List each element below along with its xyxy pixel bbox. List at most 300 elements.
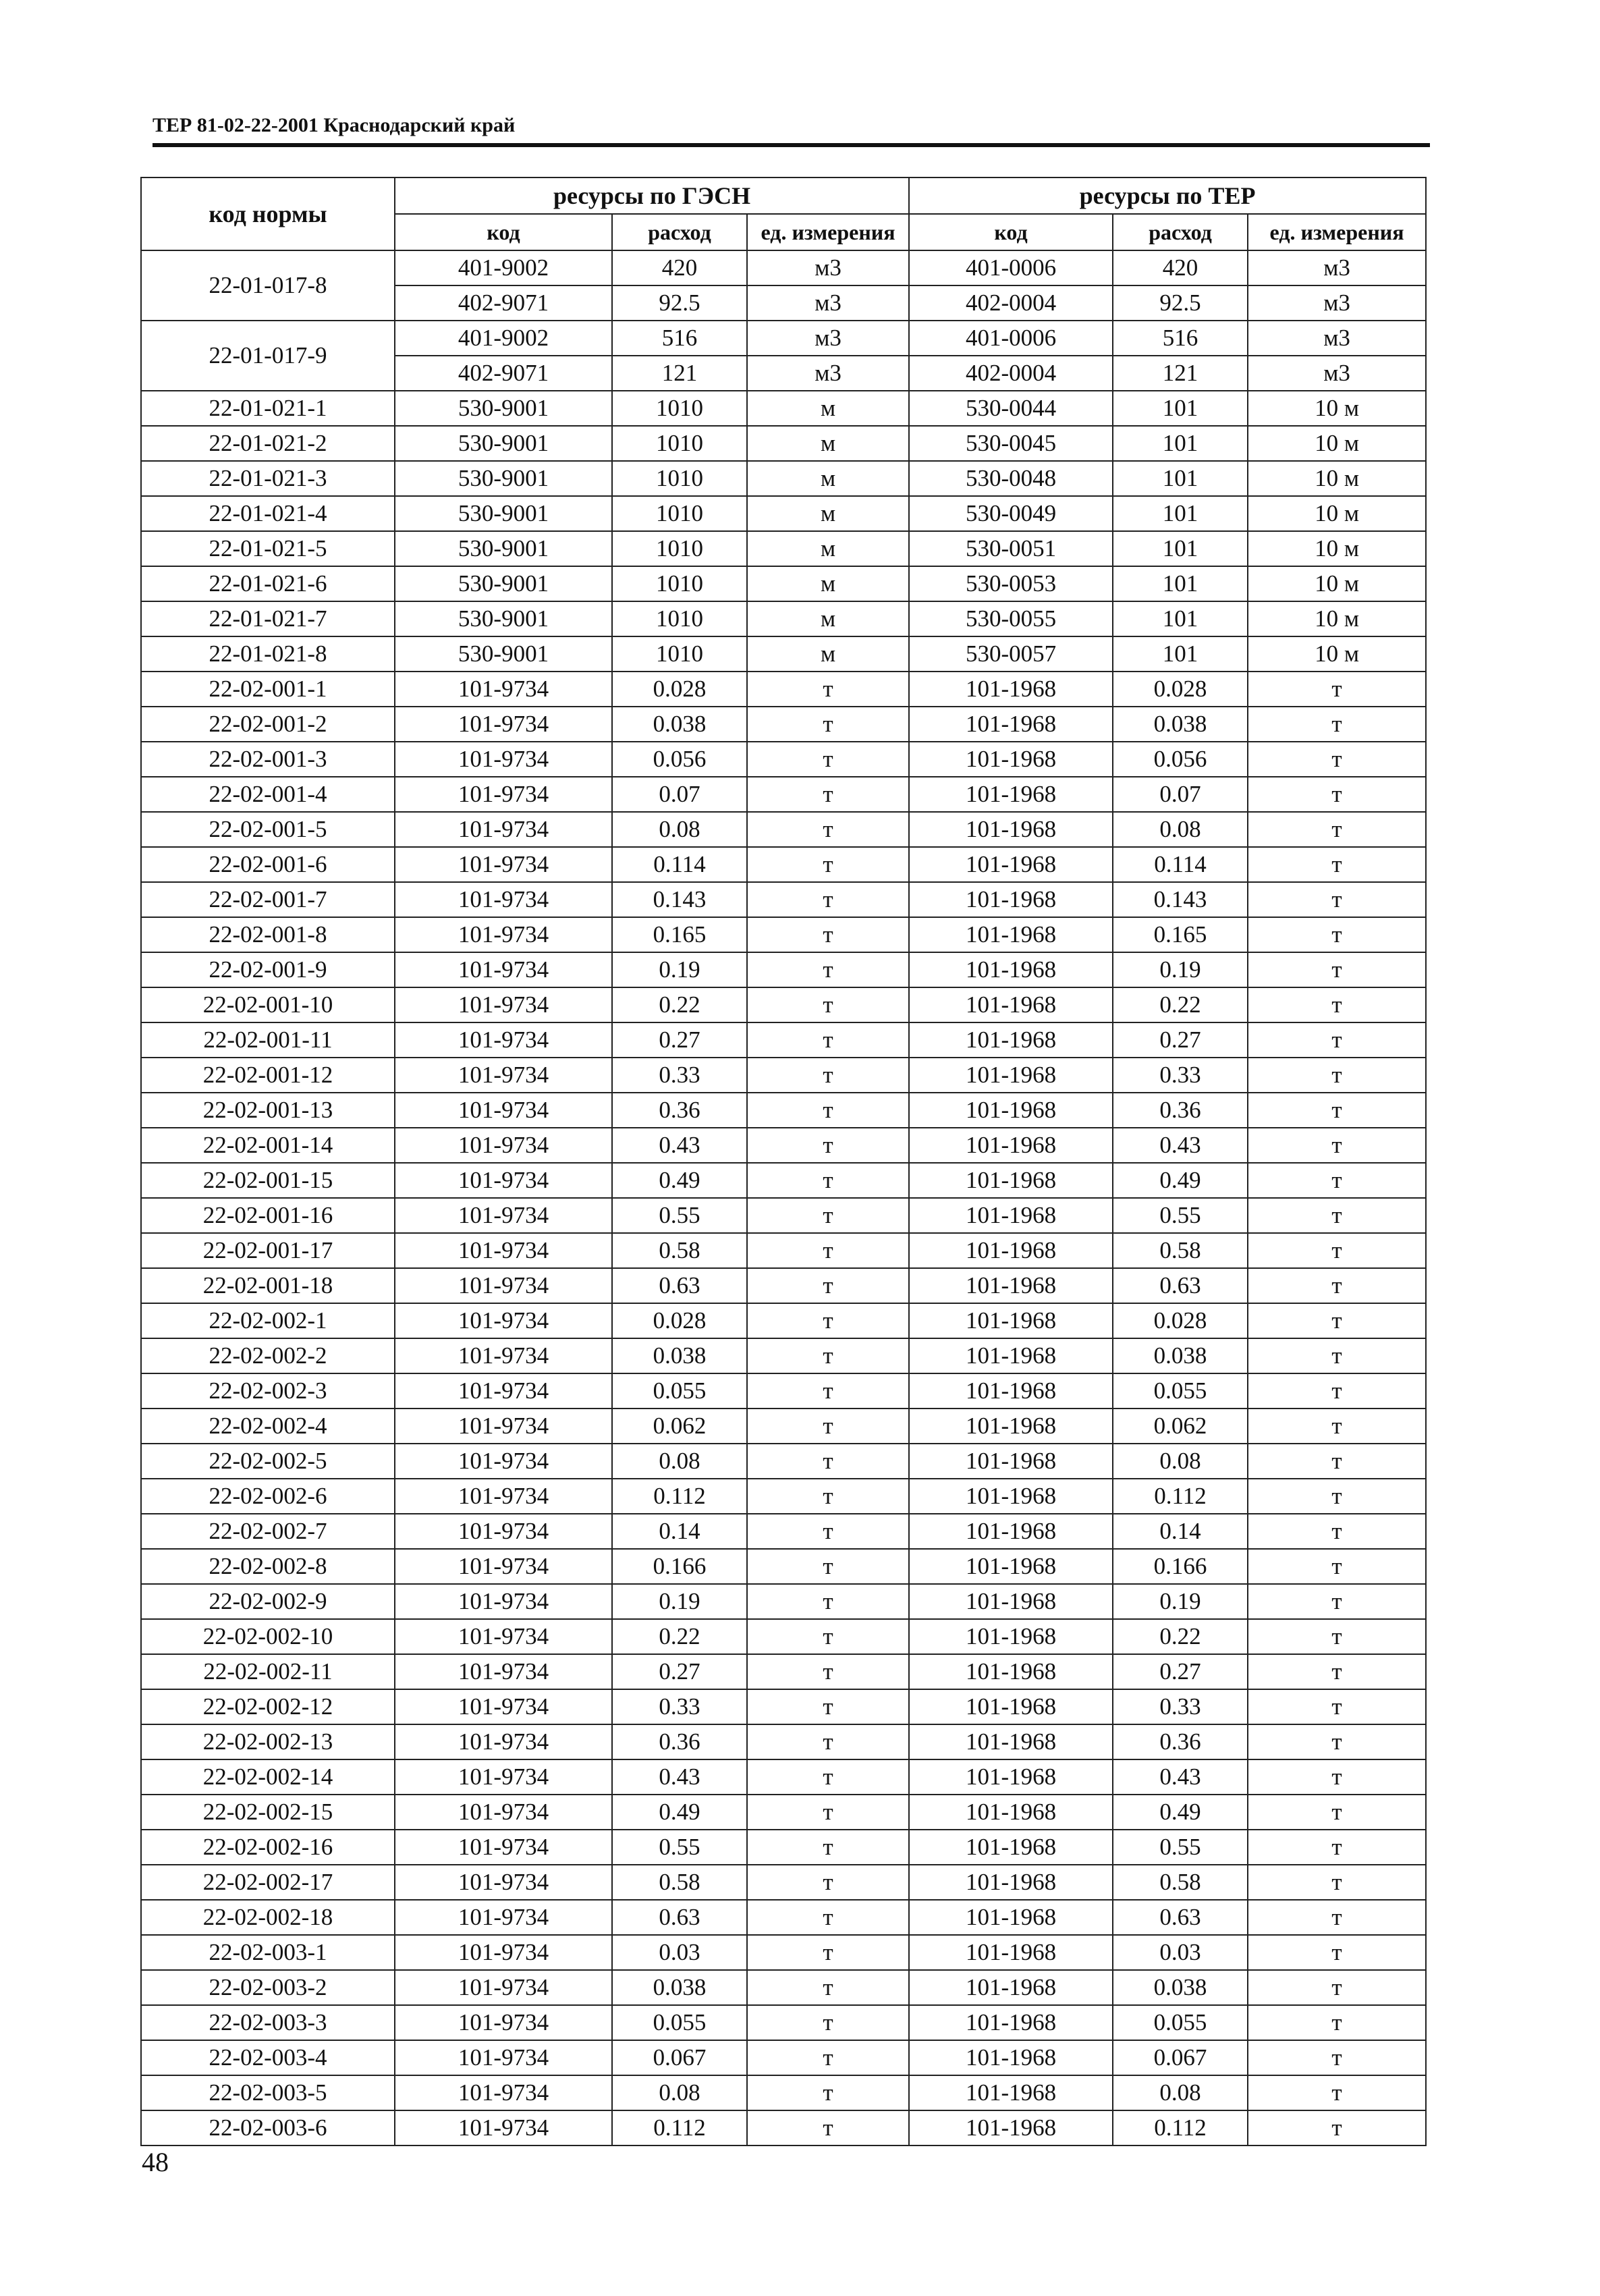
norm-code-cell: 22-01-021-8 [141, 636, 395, 672]
gesn-unit-cell: т [747, 1795, 909, 1830]
ter-unit-cell: м3 [1248, 250, 1426, 285]
ter-rate-cell: 0.36 [1113, 1724, 1248, 1759]
gesn-unit-cell: т [747, 777, 909, 812]
ter-rate-cell: 0.49 [1113, 1163, 1248, 1198]
gesn-rate-cell: 0.038 [612, 1970, 747, 2005]
norm-code-cell: 22-02-002-12 [141, 1689, 395, 1724]
gesn-code-cell: 101-9734 [395, 777, 612, 812]
gesn-unit-cell: т [747, 1409, 909, 1444]
norm-code-cell: 22-02-002-16 [141, 1830, 395, 1865]
ter-unit-cell: т [1248, 1654, 1426, 1689]
gesn-rate-cell: 0.143 [612, 882, 747, 917]
gesn-unit-cell: т [747, 1619, 909, 1654]
table-row [141, 1338, 1426, 1373]
ter-code-cell: 101-1968 [909, 1759, 1113, 1795]
norm-code-cell: 22-02-003-1 [141, 1935, 395, 1970]
table-row [141, 1549, 1426, 1584]
ter-code-cell: 530-0049 [909, 496, 1113, 531]
ter-rate-cell: 0.63 [1113, 1900, 1248, 1935]
ter-unit-cell: т [1248, 2075, 1426, 2110]
ter-rate-cell: 0.028 [1113, 1303, 1248, 1338]
ter-rate-cell: 101 [1113, 566, 1248, 601]
norm-code-cell: 22-02-001-3 [141, 742, 395, 777]
ter-rate-cell: 0.55 [1113, 1830, 1248, 1865]
gesn-code-cell: 101-9734 [395, 1058, 612, 1093]
norm-code-cell: 22-02-002-15 [141, 1795, 395, 1830]
gesn-unit-cell: т [747, 2040, 909, 2075]
gesn-unit-cell: т [747, 1022, 909, 1058]
gesn-rate-cell: 0.028 [612, 672, 747, 707]
table-row [141, 1373, 1426, 1409]
gesn-code-cell: 101-9734 [395, 847, 612, 882]
gesn-rate-cell: 0.165 [612, 917, 747, 952]
table-row [141, 1514, 1426, 1549]
table-row [141, 1830, 1426, 1865]
norm-code-cell: 22-02-003-6 [141, 2110, 395, 2145]
gesn-rate-cell: 0.58 [612, 1865, 747, 1900]
ter-code-cell: 530-0044 [909, 391, 1113, 426]
header-rule [153, 143, 1430, 147]
table-row [141, 1689, 1426, 1724]
gesn-code-cell: 101-9734 [395, 2005, 612, 2040]
ter-code-cell: 530-0055 [909, 601, 1113, 636]
gesn-code-cell: 101-9734 [395, 917, 612, 952]
ter-code-cell: 101-1968 [909, 1689, 1113, 1724]
ter-code-cell: 101-1968 [909, 2040, 1113, 2075]
table-row [141, 566, 1426, 601]
norm-code-cell: 22-02-001-12 [141, 1058, 395, 1093]
ter-unit-cell: 10 м [1248, 566, 1426, 601]
ter-code-cell: 101-1968 [909, 1093, 1113, 1128]
norm-code-cell: 22-01-021-1 [141, 391, 395, 426]
table-row [141, 1970, 1426, 2005]
table-row [141, 250, 1426, 285]
gesn-rate-cell: 0.36 [612, 1093, 747, 1128]
gesn-code-cell: 101-9734 [395, 1900, 612, 1935]
table-row [141, 1303, 1426, 1338]
table-row [141, 1900, 1426, 1935]
table-body [141, 250, 1426, 2145]
gesn-unit-cell: т [747, 742, 909, 777]
norm-code-cell: 22-02-002-17 [141, 1865, 395, 1900]
gesn-unit-cell: м [747, 566, 909, 601]
ter-code-cell: 101-1968 [909, 1128, 1113, 1163]
norm-code-cell: 22-02-002-10 [141, 1619, 395, 1654]
ter-unit-cell: т [1248, 1689, 1426, 1724]
ter-unit-cell: т [1248, 1022, 1426, 1058]
gesn-code-cell: 101-9734 [395, 1724, 612, 1759]
ter-code-cell: 101-1968 [909, 1865, 1113, 1900]
gesn-unit-cell: м3 [747, 321, 909, 356]
table-row [141, 1233, 1426, 1268]
table-row [141, 917, 1426, 952]
ter-code-cell: 402-0004 [909, 356, 1113, 391]
gesn-code-cell: 101-9734 [395, 1689, 612, 1724]
gesn-unit-cell: т [747, 2005, 909, 2040]
gesn-unit-cell: т [747, 917, 909, 952]
page-header: ТЕР 81-02-22-2001 Краснодарский край [153, 114, 516, 136]
ter-rate-cell: 0.22 [1113, 1619, 1248, 1654]
ter-rate-cell: 92.5 [1113, 285, 1248, 321]
gesn-code-cell: 101-9734 [395, 1830, 612, 1865]
gesn-unit-cell: т [747, 1935, 909, 1970]
group-gesn-header: ресурсы по ГЭСН [395, 177, 909, 214]
ter-rate-cell: 0.08 [1113, 1444, 1248, 1479]
ter-code-cell: 101-1968 [909, 1163, 1113, 1198]
table-row [141, 1058, 1426, 1093]
norm-code-cell: 22-02-002-8 [141, 1549, 395, 1584]
table-row [141, 1759, 1426, 1795]
ter-unit-cell: т [1248, 1233, 1426, 1268]
ter-rate-cell: 101 [1113, 531, 1248, 566]
ter-code-header: код [909, 214, 1113, 250]
gesn-rate-cell: 1010 [612, 636, 747, 672]
ter-unit-cell: т [1248, 1865, 1426, 1900]
ter-rate-cell: 0.03 [1113, 1935, 1248, 1970]
ter-rate-cell: 0.19 [1113, 1584, 1248, 1619]
ter-rate-cell: 121 [1113, 356, 1248, 391]
gesn-unit-cell: т [747, 1970, 909, 2005]
ter-code-cell: 530-0053 [909, 566, 1113, 601]
gesn-code-cell: 101-9734 [395, 1373, 612, 1409]
ter-rate-cell: 0.08 [1113, 2075, 1248, 2110]
gesn-rate-cell: 0.067 [612, 2040, 747, 2075]
gesn-rate-cell: 1010 [612, 426, 747, 461]
norm-code-cell: 22-02-002-2 [141, 1338, 395, 1373]
table-row [141, 601, 1426, 636]
norm-code-cell: 22-02-001-11 [141, 1022, 395, 1058]
gesn-code-cell: 101-9734 [395, 987, 612, 1022]
ter-unit-cell: т [1248, 1830, 1426, 1865]
gesn-rate-cell: 0.056 [612, 742, 747, 777]
page-number: 48 [142, 2147, 169, 2177]
ter-code-cell: 101-1968 [909, 1795, 1113, 1830]
gesn-code-cell: 101-9734 [395, 1619, 612, 1654]
ter-unit-cell: т [1248, 882, 1426, 917]
ter-rate-cell: 0.43 [1113, 1128, 1248, 1163]
ter-code-cell: 101-1968 [909, 882, 1113, 917]
ter-rate-cell: 0.27 [1113, 1022, 1248, 1058]
table-row [141, 1022, 1426, 1058]
ter-unit-cell: м3 [1248, 356, 1426, 391]
gesn-rate-cell: 0.43 [612, 1128, 747, 1163]
ter-rate-cell: 0.055 [1113, 1373, 1248, 1409]
table-row [141, 1444, 1426, 1479]
table-row [141, 531, 1426, 566]
ter-unit-cell: т [1248, 1479, 1426, 1514]
ter-code-cell: 401-0006 [909, 250, 1113, 285]
gesn-rate-cell: 0.112 [612, 2110, 747, 2145]
ter-code-cell: 101-1968 [909, 2110, 1113, 2145]
gesn-unit-cell: т [747, 672, 909, 707]
gesn-rate-cell: 0.028 [612, 1303, 747, 1338]
ter-code-cell: 101-1968 [909, 847, 1113, 882]
ter-rate-cell: 0.27 [1113, 1654, 1248, 1689]
ter-code-cell: 101-1968 [909, 1654, 1113, 1689]
ter-rate-cell: 0.33 [1113, 1058, 1248, 1093]
ter-unit-cell: т [1248, 1935, 1426, 1970]
ter-unit-cell: т [1248, 952, 1426, 987]
gesn-rate-cell: 0.43 [612, 1759, 747, 1795]
gesn-rate-cell: 0.27 [612, 1022, 747, 1058]
gesn-rate-cell: 516 [612, 321, 747, 356]
ter-unit-cell: т [1248, 1303, 1426, 1338]
table-row [141, 1409, 1426, 1444]
ter-code-cell: 101-1968 [909, 1444, 1113, 1479]
ter-unit-cell: т [1248, 1128, 1426, 1163]
gesn-code-cell: 530-9001 [395, 566, 612, 601]
norm-code-cell: 22-02-001-18 [141, 1268, 395, 1303]
table-row [141, 1935, 1426, 1970]
ter-code-cell: 101-1968 [909, 672, 1113, 707]
ter-code-cell: 101-1968 [909, 1198, 1113, 1233]
ter-rate-cell: 0.038 [1113, 1970, 1248, 2005]
ter-unit-cell: т [1248, 1619, 1426, 1654]
norm-code-cell: 22-02-001-10 [141, 987, 395, 1022]
gesn-code-cell: 530-9001 [395, 496, 612, 531]
ter-unit-cell: т [1248, 1759, 1426, 1795]
ter-unit-cell: т [1248, 1724, 1426, 1759]
ter-rate-cell: 0.19 [1113, 952, 1248, 987]
ter-rate-cell: 0.22 [1113, 987, 1248, 1022]
norm-code-cell: 22-02-002-1 [141, 1303, 395, 1338]
gesn-rate-cell: 1010 [612, 566, 747, 601]
gesn-unit-cell: м [747, 601, 909, 636]
ter-rate-cell: 0.062 [1113, 1409, 1248, 1444]
gesn-code-cell: 402-9071 [395, 285, 612, 321]
ter-code-cell: 402-0004 [909, 285, 1113, 321]
gesn-rate-cell: 0.33 [612, 1689, 747, 1724]
gesn-code-cell: 530-9001 [395, 601, 612, 636]
table-row [141, 847, 1426, 882]
norm-code-cell: 22-02-003-5 [141, 2075, 395, 2110]
ter-rate-cell: 0.07 [1113, 777, 1248, 812]
ter-code-cell: 101-1968 [909, 952, 1113, 987]
norm-code-cell: 22-02-001-13 [141, 1093, 395, 1128]
ter-rate-cell: 0.165 [1113, 917, 1248, 952]
ter-unit-cell: т [1248, 1058, 1426, 1093]
gesn-rate-cell: 0.19 [612, 952, 747, 987]
gesn-code-cell: 101-9734 [395, 2040, 612, 2075]
gesn-rate-cell: 0.14 [612, 1514, 747, 1549]
table-row [141, 952, 1426, 987]
ter-rate-cell: 0.028 [1113, 672, 1248, 707]
gesn-code-cell: 101-9734 [395, 1795, 612, 1830]
table-head [141, 177, 1426, 250]
gesn-code-cell: 101-9734 [395, 1303, 612, 1338]
ter-unit-cell: м3 [1248, 321, 1426, 356]
gesn-rate-cell: 0.055 [612, 2005, 747, 2040]
gesn-code-cell: 530-9001 [395, 391, 612, 426]
gesn-code-cell: 101-9734 [395, 1865, 612, 1900]
gesn-code-header: код [395, 214, 612, 250]
gesn-code-cell: 101-9734 [395, 707, 612, 742]
ter-code-cell: 101-1968 [909, 1935, 1113, 1970]
ter-code-cell: 530-0045 [909, 426, 1113, 461]
gesn-unit-cell: м3 [747, 250, 909, 285]
norm-code-cell: 22-01-017-9 [141, 321, 395, 391]
gesn-code-cell: 530-9001 [395, 461, 612, 496]
norm-code-cell: 22-02-001-4 [141, 777, 395, 812]
ter-code-cell: 101-1968 [909, 1724, 1113, 1759]
norm-code-cell: 22-02-002-5 [141, 1444, 395, 1479]
ter-code-cell: 101-1968 [909, 742, 1113, 777]
ter-code-cell: 101-1968 [909, 917, 1113, 952]
gesn-rate-cell: 0.038 [612, 1338, 747, 1373]
gesn-rate-cell: 1010 [612, 601, 747, 636]
gesn-rate-cell: 0.166 [612, 1549, 747, 1584]
norm-code-cell: 22-01-021-7 [141, 601, 395, 636]
ter-code-cell: 101-1968 [909, 1409, 1113, 1444]
norm-code-cell: 22-02-002-6 [141, 1479, 395, 1514]
norm-code-cell: 22-02-003-2 [141, 1970, 395, 2005]
ter-unit-cell: т [1248, 1584, 1426, 1619]
ter-unit-cell: 10 м [1248, 601, 1426, 636]
gesn-rate-cell: 0.03 [612, 1935, 747, 1970]
ter-rate-cell: 0.58 [1113, 1233, 1248, 1268]
ter-rate-header: расход [1113, 214, 1248, 250]
ter-unit-cell: т [1248, 777, 1426, 812]
ter-unit-cell: м3 [1248, 285, 1426, 321]
ter-unit-cell: т [1248, 1795, 1426, 1830]
gesn-code-cell: 101-9734 [395, 882, 612, 917]
ter-unit-cell: т [1248, 987, 1426, 1022]
norm-code-cell: 22-01-021-6 [141, 566, 395, 601]
gesn-rate-cell: 1010 [612, 496, 747, 531]
ter-code-cell: 101-1968 [909, 1514, 1113, 1549]
norm-code-cell: 22-02-001-16 [141, 1198, 395, 1233]
ter-unit-cell: т [1248, 1970, 1426, 2005]
ter-unit-cell: т [1248, 2110, 1426, 2145]
ter-unit-cell: т [1248, 1409, 1426, 1444]
ter-rate-cell: 0.067 [1113, 2040, 1248, 2075]
norm-code-cell: 22-02-001-7 [141, 882, 395, 917]
gesn-code-cell: 101-9734 [395, 1584, 612, 1619]
ter-code-cell: 101-1968 [909, 2075, 1113, 2110]
gesn-rate-cell: 0.114 [612, 847, 747, 882]
ter-unit-cell: т [1248, 2040, 1426, 2075]
gesn-rate-cell: 0.55 [612, 1198, 747, 1233]
gesn-unit-cell: т [747, 2075, 909, 2110]
gesn-unit-cell: м3 [747, 285, 909, 321]
table-row [141, 1198, 1426, 1233]
ter-code-cell: 101-1968 [909, 1619, 1113, 1654]
gesn-rate-cell: 0.19 [612, 1584, 747, 1619]
gesn-unit-cell: м3 [747, 356, 909, 391]
gesn-code-cell: 101-9734 [395, 1163, 612, 1198]
ter-unit-cell: т [1248, 742, 1426, 777]
gesn-unit-cell: т [747, 1373, 909, 1409]
ter-rate-cell: 0.055 [1113, 2005, 1248, 2040]
gesn-code-cell: 101-9734 [395, 1338, 612, 1373]
gesn-rate-cell: 0.22 [612, 987, 747, 1022]
ter-unit-cell: т [1248, 1549, 1426, 1584]
ter-code-cell: 530-0051 [909, 531, 1113, 566]
table-row [141, 391, 1426, 426]
ter-unit-cell: 10 м [1248, 496, 1426, 531]
gesn-unit-cell: м [747, 496, 909, 531]
gesn-unit-cell: т [747, 1233, 909, 1268]
norm-code-cell: 22-02-001-14 [141, 1128, 395, 1163]
table-row [141, 426, 1426, 461]
gesn-unit-cell: т [747, 1549, 909, 1584]
table-row [141, 1268, 1426, 1303]
table-row [141, 321, 1426, 356]
gesn-rate-cell: 92.5 [612, 285, 747, 321]
gesn-rate-cell: 1010 [612, 461, 747, 496]
norm-code-cell: 22-01-017-8 [141, 250, 395, 321]
gesn-code-cell: 401-9002 [395, 250, 612, 285]
ter-rate-cell: 101 [1113, 461, 1248, 496]
ter-rate-cell: 0.112 [1113, 2110, 1248, 2145]
ter-unit-cell: т [1248, 2005, 1426, 2040]
gesn-code-cell: 101-9734 [395, 1514, 612, 1549]
gesn-code-cell: 101-9734 [395, 1233, 612, 1268]
ter-rate-cell: 0.08 [1113, 812, 1248, 847]
norm-code-cell: 22-02-002-7 [141, 1514, 395, 1549]
gesn-unit-cell: т [747, 707, 909, 742]
norm-code-cell: 22-02-003-3 [141, 2005, 395, 2040]
ter-rate-cell: 0.056 [1113, 742, 1248, 777]
ter-rate-cell: 0.038 [1113, 707, 1248, 742]
ter-code-cell: 101-1968 [909, 987, 1113, 1022]
gesn-rate-cell: 0.055 [612, 1373, 747, 1409]
gesn-unit-cell: т [747, 1303, 909, 1338]
group-ter-header: ресурсы по ТЕР [909, 177, 1426, 214]
ter-code-cell: 101-1968 [909, 812, 1113, 847]
ter-code-cell: 530-0048 [909, 461, 1113, 496]
table-row [141, 1654, 1426, 1689]
ter-unit-cell: т [1248, 1373, 1426, 1409]
gesn-unit-cell: т [747, 1830, 909, 1865]
ter-rate-cell: 0.49 [1113, 1795, 1248, 1830]
ter-code-cell: 101-1968 [909, 1584, 1113, 1619]
ter-unit-cell: т [1248, 1514, 1426, 1549]
gesn-code-cell: 402-9071 [395, 356, 612, 391]
gesn-rate-cell: 0.58 [612, 1233, 747, 1268]
gesn-unit-cell: м [747, 426, 909, 461]
gesn-rate-cell: 0.36 [612, 1724, 747, 1759]
gesn-code-cell: 101-9734 [395, 1093, 612, 1128]
norm-code-cell: 22-01-021-3 [141, 461, 395, 496]
gesn-unit-cell: т [747, 1479, 909, 1514]
gesn-code-cell: 101-9734 [395, 1549, 612, 1584]
gesn-rate-cell: 0.07 [612, 777, 747, 812]
table-row [141, 882, 1426, 917]
norm-code-cell: 22-02-002-13 [141, 1724, 395, 1759]
norm-code-cell: 22-01-021-2 [141, 426, 395, 461]
table-row [141, 742, 1426, 777]
gesn-rate-cell: 0.33 [612, 1058, 747, 1093]
ter-rate-cell: 101 [1113, 391, 1248, 426]
gesn-code-cell: 101-9734 [395, 1479, 612, 1514]
gesn-unit-cell: т [747, 1163, 909, 1198]
table-row [141, 2040, 1426, 2075]
table-row [141, 707, 1426, 742]
gesn-code-cell: 101-9734 [395, 1970, 612, 2005]
ter-code-cell: 101-1968 [909, 1970, 1113, 2005]
gesn-unit-cell: т [747, 1759, 909, 1795]
gesn-rate-cell: 0.55 [612, 1830, 747, 1865]
ter-unit-cell: т [1248, 707, 1426, 742]
ter-unit-cell: т [1248, 1198, 1426, 1233]
gesn-code-cell: 101-9734 [395, 1409, 612, 1444]
gesn-code-cell: 401-9002 [395, 321, 612, 356]
resource-table [140, 177, 1427, 2146]
table-row [141, 672, 1426, 707]
table-row [141, 1479, 1426, 1514]
gesn-unit-cell: т [747, 1584, 909, 1619]
